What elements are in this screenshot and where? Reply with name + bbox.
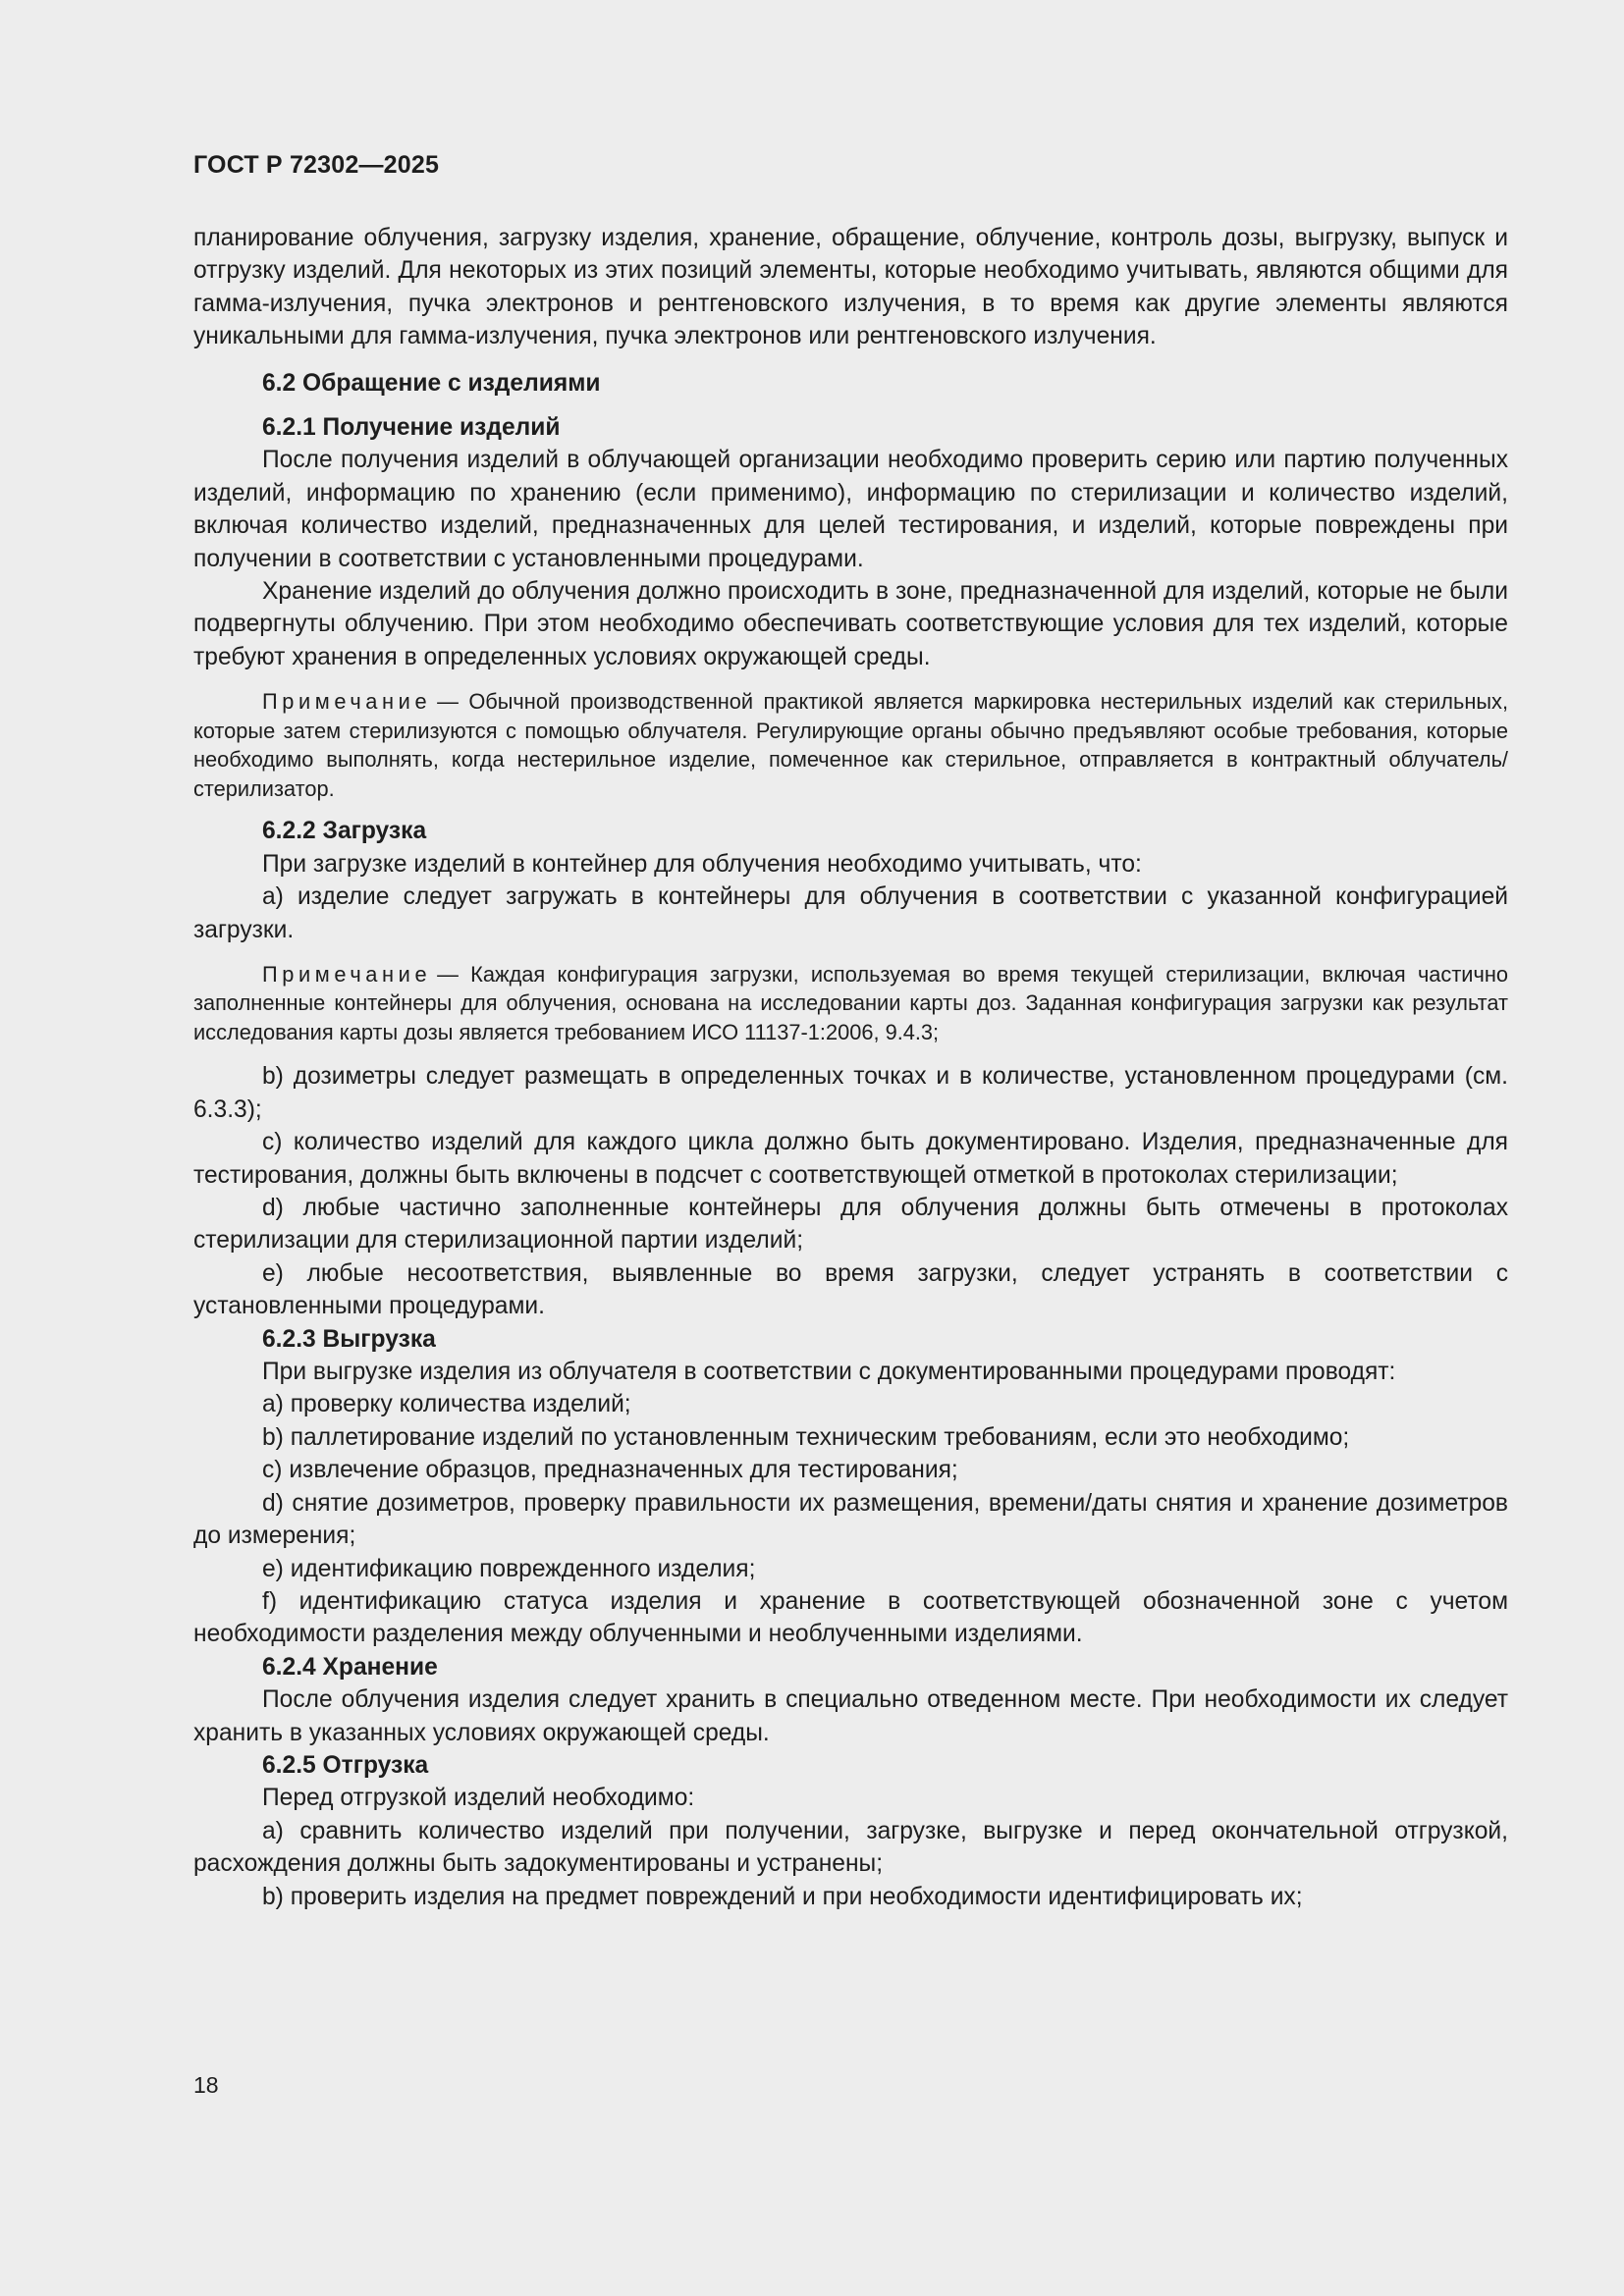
paragraph-6-2-4-1: После облучения изделия следует хранить в специально отведенном месте. При необходимости их следует хранить в указанных условиях окружающей среды. (193, 1686, 1508, 1746)
section-6-2-heading: 6.2 Обращение с изделиями (262, 369, 601, 397)
list-item-6-2-2-e: e) любые несоответствия, выявленные во время загрузки, следует устранять в соответствии с установленными процедурами. (193, 1259, 1508, 1320)
section-6-2-1-heading: 6.2.1 Получение изделий (262, 414, 561, 442)
section-6-2-5-heading: 6.2.5 Отгрузка (262, 1751, 429, 1779)
list-item-6-2-2-a: a) изделие следует загружать в контейнеры для облучения в соответствии с указанной конфигурацией загрузки. (193, 883, 1508, 943)
note-text: — Обычной производственной практикой является маркировка нестерильных изделий как стерильных, которые затем стерилизуются с помощью облучателя. Регулирующие органы обычно предъявляют особые требования, которые необходимо выполнять, когда нестерильное изделие, помеченное как стерильное, отправляется в контрактный облучатель/стерилизатор. (193, 689, 1508, 801)
intro-paragraph: планирование облучения, загрузку изделия, хранение, обращение, облучение, контроль дозы, выгрузку, выпуск и отгрузку изделий. Для некоторых из этих позиций элементы, которые необходимо учитывать, являются общими для гамма-излучения, пучка электронов и рентгеновского излучения, в то время как другие элементы являются уникальными для гамма-излучения, пучка электронов или рентгеновского излучения. (193, 225, 1508, 350)
paragraph-6-2-5-1: Перед отгрузкой изделий необходимо: (262, 1785, 695, 1812)
note-text: — Каждая конфигурация загрузки, используемая во время текущей стерилизации, включая частично заполненные контейнеры для облучения, основана на исследовании карты доз. Заданная конфигурация загрузки как результат исследования карты дозы является требованием ИСО 11137-1:2006, 9.4.3; (193, 961, 1508, 1044)
list-item-6-2-3-e: e) идентификацию поврежденного изделия; (262, 1555, 756, 1582)
note-label: Примечание (262, 689, 432, 715)
section-6-2-3-heading: 6.2.3 Выгрузка (262, 1325, 436, 1353)
document-header: ГОСТ Р 72302—2025 (193, 151, 440, 179)
note-label: Примечание (262, 961, 432, 987)
list-item-6-2-5-b: b) проверить изделия на предмет повреждений и при необходимости идентифицировать их; (262, 1883, 1303, 1910)
document-body (193, 222, 1508, 1913)
paragraph-6-2-2-1: При загрузке изделий в контейнер для облучения необходимо учитывать, что: (262, 850, 1142, 878)
list-item-6-2-2-d: d) любые частично заполненные контейнеры для облучения должны быть отмечены в протоколах стерилизации для стерилизационной партии изделий; (193, 1195, 1508, 1255)
list-item-6-2-3-b: b) паллетирование изделий по установленным техническим требованиям, если это необходимо; (262, 1423, 1350, 1451)
list-item-6-2-3-f: f) идентификацию статуса изделия и хранение в соответствующей обозначенной зоне с учетом необходимости разделения между облученными и необлученными изделиями. (193, 1587, 1508, 1648)
list-item-6-2-2-c: c) количество изделий для каждого цикла должно быть документировано. Изделия, предназначенные для тестирования, должны быть включены в подсчет с соответствующей отметкой в протоколах стерилизации; (193, 1129, 1508, 1189)
note-6-2-1 (193, 687, 1508, 803)
list-item-6-2-3-a: a) проверку количества изделий; (262, 1391, 631, 1418)
list-item-6-2-3-c: c) извлечение образцов, предназначенных для тестирования; (262, 1457, 958, 1484)
list-item-6-2-5-a: a) сравнить количество изделий при получении, загрузке, выгрузке и перед окончательной отгрузкой, расхождения должны быть задокументированы и устранены; (193, 1817, 1508, 1878)
list-item-6-2-3-d: d) снятие дозиметров, проверку правильности их размещения, времени/даты снятия и хранение дозиметров до измерения; (193, 1489, 1508, 1550)
section-6-2-4-heading: 6.2.4 Хранение (262, 1653, 438, 1681)
paragraph-6-2-3-1: При выгрузке изделия из облучателя в соответствии с документированными процедурами проводят: (262, 1359, 1396, 1386)
note-6-2-2 (193, 960, 1508, 1047)
section-6-2-2-heading: 6.2.2 Загрузка (262, 818, 427, 845)
paragraph-6-2-1-1: После получения изделий в облучающей организации необходимо проверить серию или партию полученных изделий, информацию по хранению (если применимо), информацию по стерилизации и количество изделий, включая количество изделий, предназначенных для целей тестирования, и изделий, которые повреждены при получении в соответствии с установленными процедурами. (193, 447, 1508, 572)
list-item-6-2-2-b: b) дозиметры следует размещать в определенных точках и в количестве, установленном процедурами (см. 6.3.3); (193, 1063, 1508, 1123)
paragraph-6-2-1-2: Хранение изделий до облучения должно происходить в зоне, предназначенной для изделий, которые не были подвергнуты облучению. При этом необходимо обеспечивать соответствующие условия для тех изделий, которые требуют хранения в определенных условиях окружающей среды. (193, 578, 1508, 670)
page-number: 18 (193, 2072, 219, 2098)
